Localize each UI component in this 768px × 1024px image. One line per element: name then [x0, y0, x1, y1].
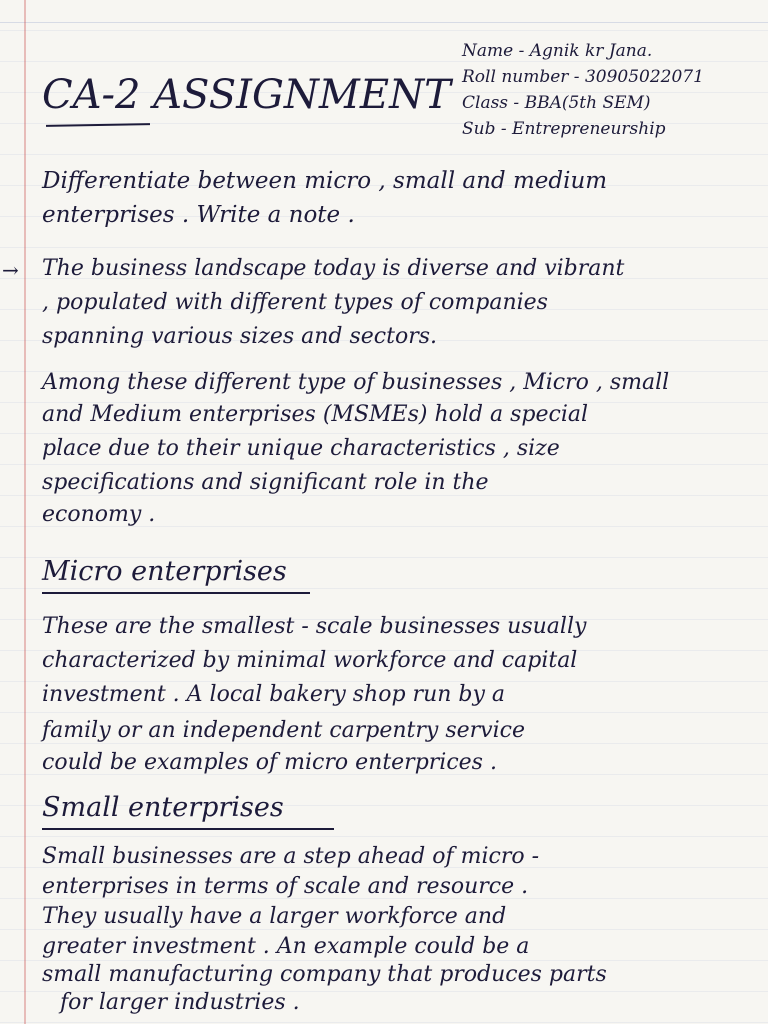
- page-top-rule: [0, 22, 768, 23]
- answer-arrow-icon: →: [2, 258, 19, 282]
- intro-line-8: economy .: [42, 502, 156, 527]
- micro-line-2: characterized by minimal workforce and capital: [42, 648, 578, 673]
- student-details: [462, 38, 704, 142]
- small-line-5: small manufacturing company that produces parts: [42, 962, 607, 987]
- margin-rule: [24, 0, 26, 1024]
- small-line-6: for larger industries .: [60, 990, 300, 1015]
- micro-heading: Micro enterprises: [42, 556, 287, 587]
- micro-line-5: could be examples of micro enterprices .: [42, 750, 497, 775]
- subject-info: Sub - Entrepreneurship: [462, 119, 666, 139]
- small-line-4: greater investment . An example could be a: [42, 934, 530, 959]
- intro-line-6: place due to their unique characteristics , size: [42, 436, 560, 461]
- assignment-title: CA-2 ASSIGNMENT: [42, 72, 451, 118]
- student-name: Name - Agnik kr Jana.: [462, 41, 653, 61]
- intro-line-5: and Medium enterprises (MSMEs) hold a special: [42, 402, 589, 427]
- small-line-1: Small businesses are a step ahead of micro -: [42, 844, 540, 869]
- intro-line-3: spanning various sizes and sectors.: [42, 324, 438, 349]
- micro-line-1: These are the smallest - scale businesses usually: [42, 614, 587, 639]
- small-line-3: They usually have a larger workforce and: [42, 904, 507, 929]
- intro-line-2: , populated with different types of companies: [42, 290, 548, 315]
- micro-heading-underline: [42, 592, 310, 594]
- roll-number: Roll number - 30905022071: [462, 67, 704, 87]
- question-line-2: enterprises . Write a note .: [42, 202, 355, 228]
- title-underline: [46, 123, 150, 127]
- small-line-2: enterprises in terms of scale and resource .: [42, 874, 529, 899]
- small-heading: Small enterprises: [42, 792, 284, 823]
- intro-line-4: Among these different type of businesses , Micro , small: [42, 370, 670, 395]
- question-line-1: Differentiate between micro , small and medium: [42, 168, 608, 194]
- class-info: Class - BBA(5th SEM): [462, 93, 651, 113]
- micro-line-4: family or an independent carpentry service: [42, 718, 525, 743]
- small-heading-underline: [42, 828, 334, 830]
- intro-line-1: The business landscape today is diverse and vibrant: [42, 256, 625, 281]
- intro-line-7: specifications and significant role in the: [42, 470, 489, 495]
- micro-line-3: investment . A local bakery shop run by a: [42, 682, 506, 707]
